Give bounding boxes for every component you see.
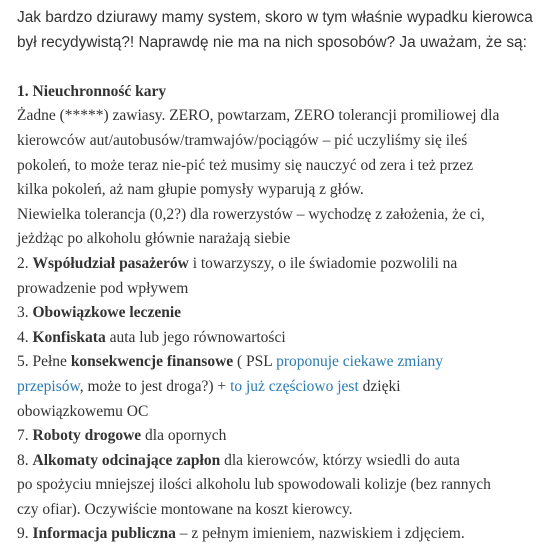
- item-text-line: obowiązkowemu OC: [17, 402, 149, 420]
- item-text-line: [17, 252, 543, 277]
- article-body: [17, 0, 543, 547]
- item-text-line: prowadzenie pod wpływem: [17, 279, 189, 297]
- item-number: 9.: [17, 525, 33, 543]
- item-text: auta lub jego równowartości: [105, 328, 286, 346]
- item-keyword: Roboty drogowe: [32, 427, 142, 445]
- item-text-line: [17, 375, 543, 400]
- item-text-line: [17, 350, 543, 375]
- item-text-line: pokoleń, to może teraz nie-pić też musimy się nauczyć od zera i też przez: [17, 156, 474, 174]
- item-text-line: kilka pokoleń, aż nam głupie pomysły wyparują z głów.: [17, 181, 364, 199]
- intro-paragraph: [17, 6, 543, 55]
- paragraph-gap: [17, 55, 543, 80]
- item-keyword: konsekwencje finansowe: [70, 353, 234, 371]
- partially-done-link[interactable]: to już częściowo jest: [230, 377, 359, 395]
- list-item-9: [17, 522, 543, 547]
- item-text-line: czy ofiar). Oczywiście montowane na koszt kierowcy.: [17, 500, 353, 518]
- item-number: 7.: [17, 427, 33, 445]
- intro-line: był recydywistą?! Naprawdę nie ma na nich sposobów? Ja uważam, że są:: [17, 33, 527, 51]
- list-item-1: [17, 80, 543, 252]
- item-keyword: Konfiskata: [32, 328, 106, 346]
- item-text-line: [17, 449, 543, 474]
- item-text: ( PSL: [233, 353, 277, 371]
- item-text-line: [17, 522, 543, 547]
- item-text: dzięki: [358, 377, 401, 395]
- item-text-line: [17, 424, 543, 449]
- list-item-2: [17, 252, 543, 301]
- item-text: dla opornych: [141, 427, 227, 445]
- list-item-8: [17, 449, 543, 523]
- item-number: 8.: [17, 451, 33, 469]
- psl-proposal-link[interactable]: przepisów: [17, 377, 80, 395]
- item-number: 2.: [17, 254, 33, 272]
- proposal-list: [17, 80, 543, 547]
- psl-proposal-link[interactable]: proponuje ciekawe zmiany: [276, 353, 444, 371]
- item-keyword: Obowiązkowe leczenie: [32, 304, 182, 322]
- item-text-line: [17, 326, 543, 351]
- intro-line: Jak bardzo dziurawy mamy system, skoro w tym właśnie wypadku kierowca: [17, 9, 533, 26]
- item-text-line: [17, 301, 543, 326]
- item-heading: [17, 80, 543, 105]
- list-item-5: [17, 350, 543, 424]
- item-text-line: Żadne (*****) zawiasy. ZERO, powtarzam, ZERO tolerancji promiliowej dla: [17, 107, 500, 125]
- item-keyword: Alkomaty odcinające zapłon: [32, 451, 221, 469]
- item-keyword: Współudział pasażerów: [32, 254, 189, 272]
- item-text: i towarzyszy, o ile świadomie pozwolili na: [188, 254, 458, 272]
- list-item-3: [17, 301, 543, 326]
- item-text-line: jeżdżąc po alkoholu głównie narażają siebie: [17, 230, 291, 248]
- item-text: dla kierowców, którzy wsiedli do auta: [220, 451, 460, 469]
- item-number: 3.: [17, 304, 33, 322]
- item-text-line: Niewielka tolerancja (0,2?) dla rowerzystów – wychodzę z założenia, że ci,: [17, 205, 485, 223]
- item-text-line: po spożyciu mniejszej ilości alkoholu lub spowodowali kolizje (bez rannych: [17, 476, 491, 494]
- list-item-7: [17, 424, 543, 449]
- item-text: – z pełnym imieniem, nazwiskiem i zdjęciem.: [175, 525, 465, 543]
- item-keyword: Informacja publiczna: [32, 525, 176, 543]
- item-text: , może to jest droga?) +: [79, 377, 231, 395]
- item-number: 4.: [17, 328, 33, 346]
- item-heading-text: 1. Nieuchronność kary: [17, 82, 167, 100]
- item-number: 5. Pełne: [17, 353, 71, 371]
- list-item-4: [17, 326, 543, 351]
- item-text-line: kierowców aut/autobusów/tramwajów/pociągów – pić uczyliśmy się ileś: [17, 131, 468, 149]
